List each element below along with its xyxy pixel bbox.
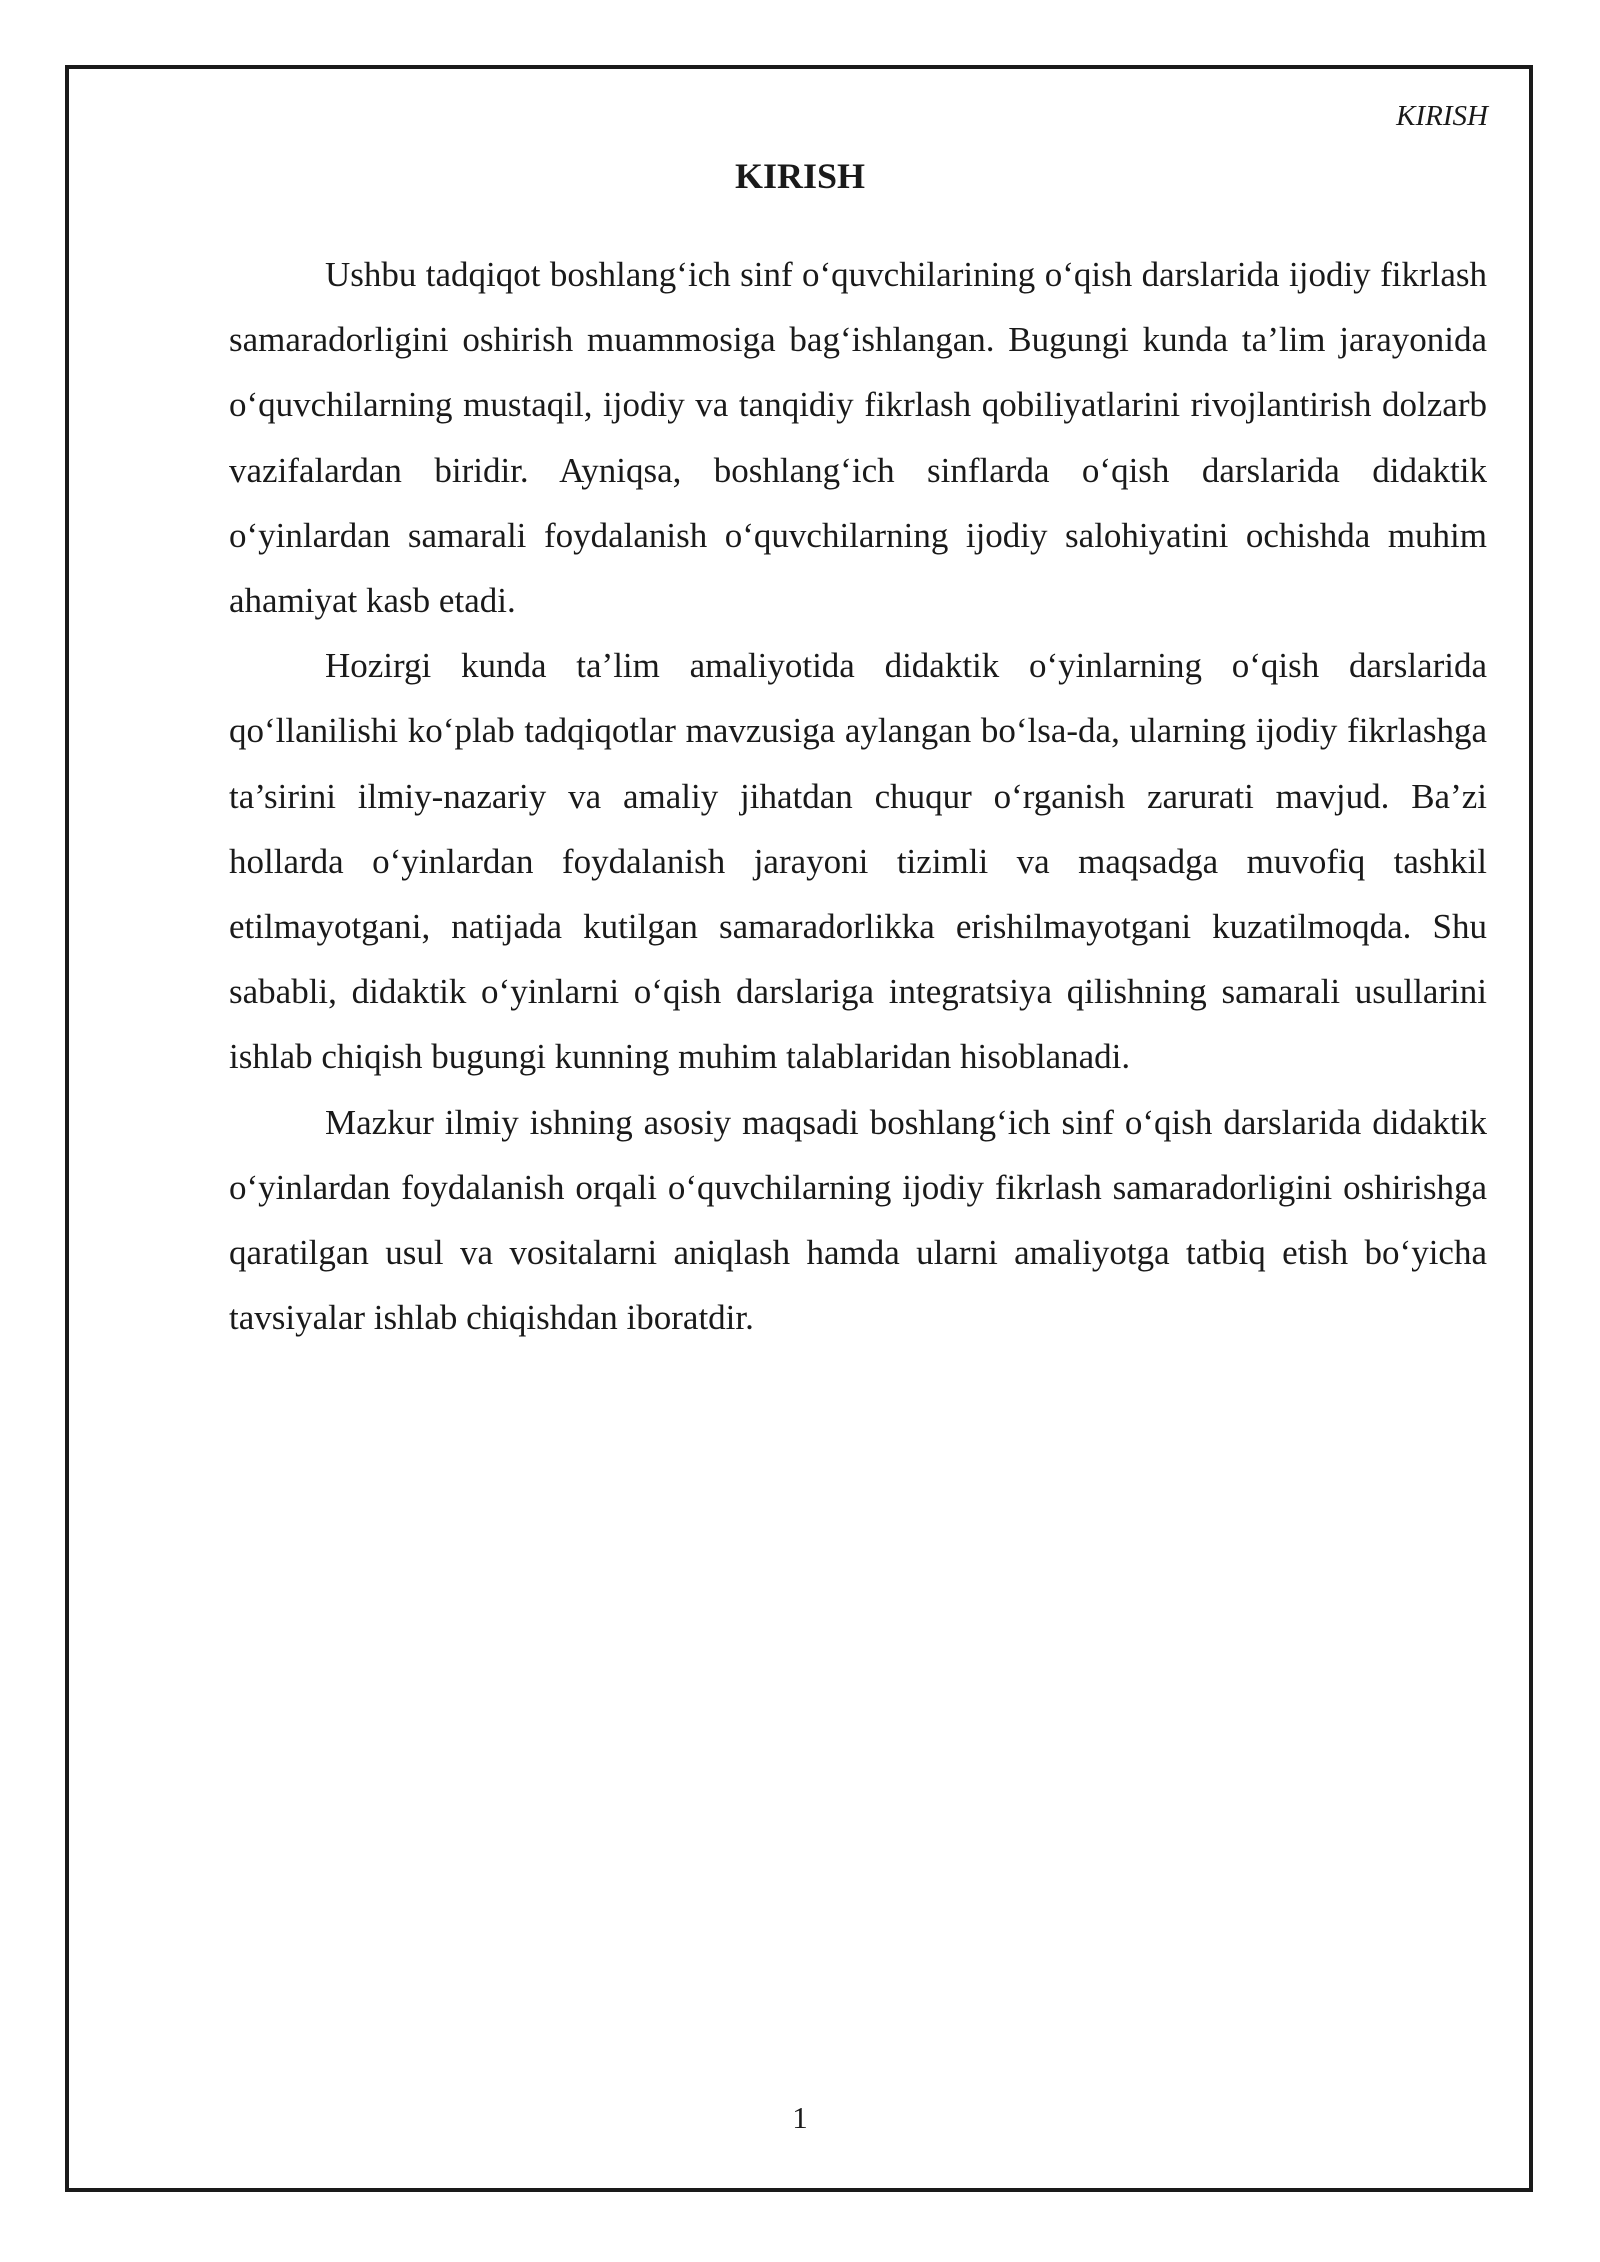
paragraph-1: Ushbu tadqiqot boshlang‘ich sinf o‘quvchilarining o‘qish darslarida ijodiy fikrlash samaradorligini oshirish muammosiga bag‘ishlangan. Bugungi kunda ta’lim jarayonida o‘quvchilarning mustaqil, ijodiy va tanqidiy fikrlash qobiliyatlarini rivojlantirish dolzarb vazifalardan biridir. Ayniqsa, boshlang‘ich sinflarda o‘qish darslarida didaktik o‘yinlardan samarali foydalanish o‘quvchilarning ijodiy salohiyatini ochishda muhim ahamiyat kasb etadi.: [229, 255, 1487, 621]
document-body: [229, 242, 1487, 1350]
running-header: KIRISH: [1396, 100, 1488, 132]
paragraph-2: Hozirgi kunda ta’lim amaliyotida didaktik o‘yinlarning o‘qish darslarida qo‘llanilishi ko‘plab tadqiqotlar mavzusiga aylangan bo‘lsa-da, ularning ijodiy fikrlashga ta’sirini ilmiy-nazariy va amaliy jihatdan chuqur o‘rganish zarurati mavjud. Ba’zi hollarda o‘yinlardan foydalanish jarayoni tizimli va maqsadga muvofiq tashkil etilmayotgani, natijada kutilgan samaradorlikka erishilmayotgani kuzatilmoqda. Shu sababli, didaktik o‘yinlarni o‘qish darslariga integratsiya qilishning samarali usullarini ishlab chiqish bugungi kunning muhim talablaridan hisoblanadi.: [229, 646, 1487, 1077]
page-number: 1: [792, 2100, 808, 2135]
page-title: KIRISH: [734, 156, 866, 196]
paragraph-3: Mazkur ilmiy ishning asosiy maqsadi boshlang‘ich sinf o‘qish darslarida didaktik o‘yinlardan foydalanish orqali o‘quvchilarning ijodiy fikrlash samaradorligini oshirishga qaratilgan usul va vositalarni aniqlash hamda ularni amaliyotga tatbiq etish bo‘yicha tavsiyalar ishlab chiqishdan iboratdir.: [229, 1102, 1487, 1338]
